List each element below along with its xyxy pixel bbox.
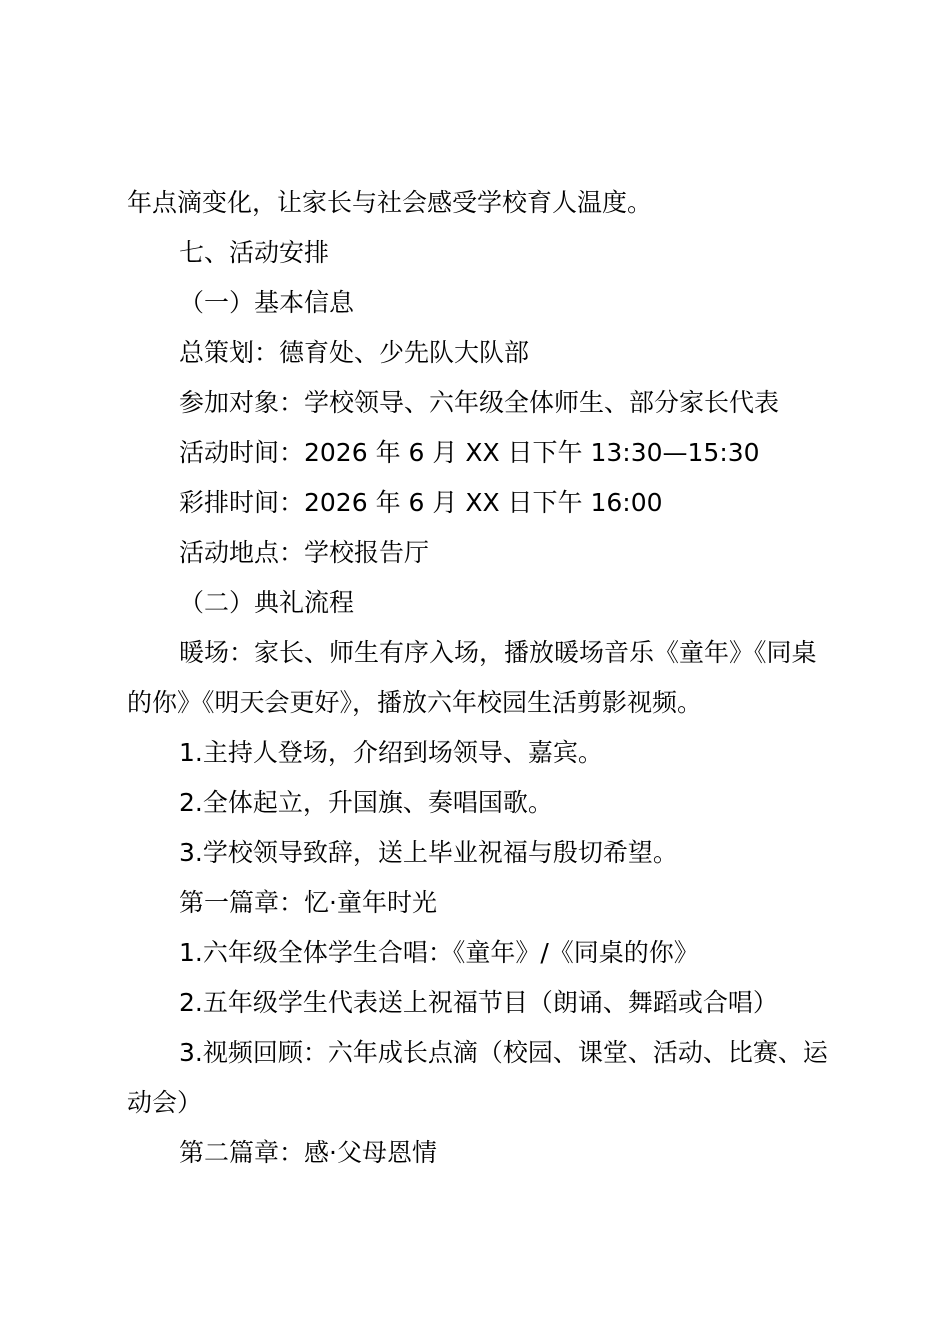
paragraph: 彩排时间：2026 年 6 月 XX 日下午 16:00 xyxy=(179,488,663,517)
list-item: 2.全体起立，升国旗、奏唱国歌。 xyxy=(179,788,553,817)
list-item: 3.视频回顾：六年成长点滴（校园、课堂、活动、比赛、运动会） xyxy=(127,1038,828,1117)
list-item: 3.学校领导致辞，送上毕业祝福与殷切希望。 xyxy=(179,838,678,867)
list-item: 2.五年级学生代表送上祝福节目（朗诵、舞蹈或合唱） xyxy=(179,988,778,1017)
section-heading: 七、活动安排 xyxy=(179,238,330,267)
subsection-heading: （一）基本信息 xyxy=(179,288,355,317)
paragraph: 年点滴变化，让家长与社会感受学校育人温度。 xyxy=(127,188,653,217)
paragraph: 活动时间：2026 年 6 月 XX 日下午 13:30—15:30 xyxy=(179,438,760,467)
paragraph: 总策划：德育处、少先队大队部 xyxy=(179,338,530,367)
list-item: 1.六年级全体学生合唱：《童年》/《同桌的你》 xyxy=(179,938,699,967)
list-item: 1.主持人登场，介绍到场领导、嘉宾。 xyxy=(179,738,603,767)
paragraph: 活动地点：学校报告厅 xyxy=(179,538,430,567)
subsection-heading: （二）典礼流程 xyxy=(179,588,355,617)
paragraph: 暖场：家长、师生有序入场，播放暖场音乐《童年》《同桌的你》《明天会更好》，播放六年校园生活剪影视频。 xyxy=(127,638,817,717)
chapter-heading: 第一篇章：忆·童年时光 xyxy=(179,888,437,917)
chapter-heading: 第二篇章：感·父母恩情 xyxy=(179,1138,437,1167)
paragraph: 参加对象：学校领导、六年级全体师生、部分家长代表 xyxy=(179,388,780,417)
document-body xyxy=(127,178,837,1178)
